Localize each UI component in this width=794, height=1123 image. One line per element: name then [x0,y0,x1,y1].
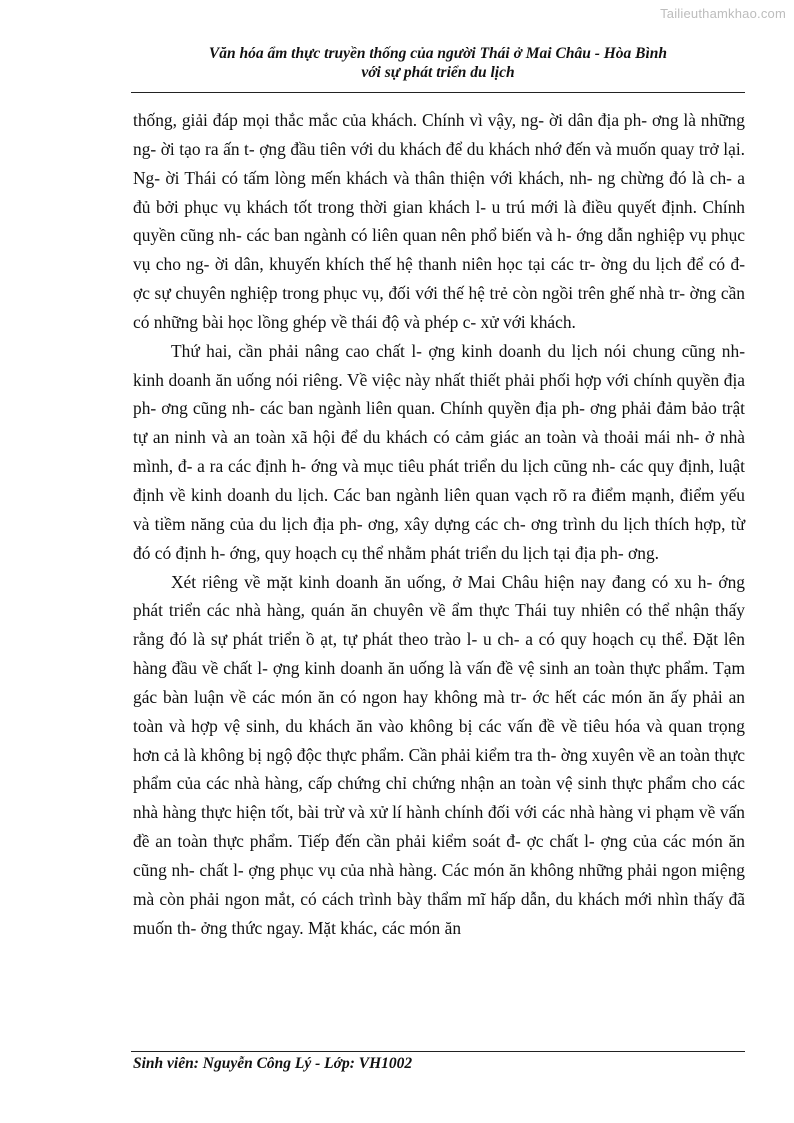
footer-divider [131,1051,745,1052]
paragraph-second-point: Thứ hai, cần phải nâng cao chất l- ợng kinh doanh du lịch nói chung cũng nh- kinh doanh ăn uống nói riêng. Về việc này nhất thiết phải phối hợp với chính quyền địa ph- ơng cũng nh- các ban ngành liên quan. Chính quyền địa ph- ơng phải đảm bảo trật tự an ninh và an toàn xã hội để du khách có cảm giác an toàn và thoải mái nh- ở nhà mình, đ- a ra các định h- ớng và mục tiêu phát triển du lịch cũng nh- các quy định, luật định về kinh doanh du lịch. Các ban ngành liên quan vạch rõ ra điểm mạnh, điểm yếu và tiềm năng của du lịch địa ph- ơng, xây dựng các ch- ơng trình du lịch thích hợp, từ đó có định h- ớng, quy hoạch cụ thể nhằm phát triển du lịch tại địa ph- ơng. [133,340,745,563]
watermark: Tailieuthamkhao.com [660,6,786,21]
paragraph-continuation: thống, giải đáp mọi thắc mắc của khách. Chính vì vậy, ng- ời dân địa ph- ơng là những ng- ời tạo ra ấn t- ợng đầu tiên với du khách để du khách nhớ đến và muốn quay trở lại. Ng- ời Thái có tấm lòng mến khách và thân thiện với khách, nh- ng chừng đó là ch- a đủ bởi phục vụ khách tốt trong thời gian khách l- u trú mới là điều quyết định. Chính quyền cũng nh- các ban ngành có liên quan nên phổ biến và h- ớng dẫn nghiệp vụ phục vụ cho ng- ời dân, khuyến khích thế hệ thanh niên học tại các tr- ờng du lịch để có đ- ợc sự chuyên nghiệp trong phục vụ, đối với thế hệ trẻ còn ngồi trên ghế nhà tr- ờng cần có những bài học lồng ghép về thái độ và phép c- xử với khách. [133,110,745,332]
page-header [131,44,745,82]
paragraph-food-business: Xét riêng về mặt kinh doanh ăn uống, ở Mai Châu hiện nay đang có xu h- ớng phát triển các nhà hàng, quán ăn chuyên về ẩm thực Thái tuy nhiên có thể nhận thấy rằng đó là sự phát triển ồ ạt, tự phát theo trào l- u ch- a có quy hoạch cụ thể. Đặt lên hàng đầu về chất l- ợng kinh doanh ăn uống là vấn đề vệ sinh an toàn thực phẩm. Tạm gác bàn luận về các món ăn có ngon hay không mà tr- ớc hết các món ăn ấy phải an toàn và hợp vệ sinh, du khách ăn vào không bị các vấn đề về tiêu hóa và quan trọng hơn cả là không bị ngộ độc thực phẩm. Cần phải kiểm tra th- ờng xuyên về an toàn thực phẩm của các nhà hàng, cấp chứng chỉ chứng nhận an toàn vệ sinh thực phẩm cho các nhà hàng thực hiện tốt, bài trừ và xử lí hành chính đối với các nhà hàng vi phạm về vấn đề an toàn thực phẩm. Tiếp đến cần phải kiểm soát đ- ợc chất l- ợng của các món ăn cũng nh- chất l- ợng phục vụ của nhà hàng. Các món ăn không những phải ngon miệng mà còn phải ngon mắt, có cách trình bày thẩm mĩ hấp dẫn, du khách mới nhìn thấy đã muốn th- ởng thức ngay. Mặt khác, các món ăn [133,571,745,938]
header-title-line-1: Văn hóa ẩm thực truyền thống của người Thái ở Mai Châu - Hòa Bình [208,45,668,62]
header-divider [131,92,745,93]
document-body [133,106,745,942]
page-footer: Sinh viên: Nguyễn Công Lý - Lớp: VH1002 [133,1055,413,1072]
header-title-line-2: với sự phát triển du lịch [361,64,515,81]
